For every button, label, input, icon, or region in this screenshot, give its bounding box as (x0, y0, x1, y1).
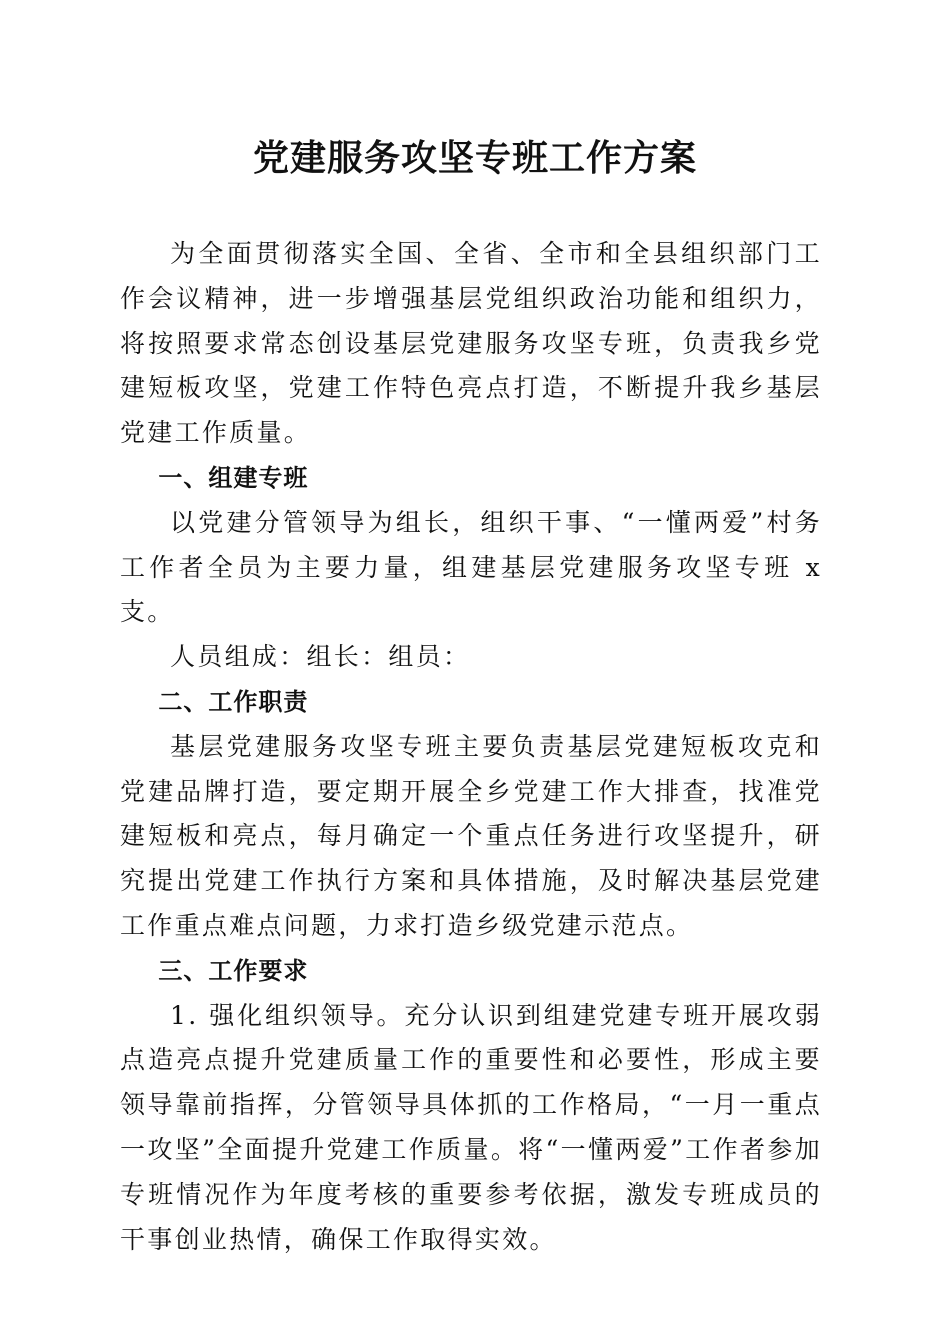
section-heading-requirements: 三、工作要求 (158, 956, 309, 985)
section-heading-form-team: 一、组建专班 (158, 463, 309, 492)
section-1-paragraph-1: 以党建分管领导为组长，组织干事、“一懂两爱”村务工作者全员为主要力量，组建基层党建服务攻坚专班 x 支。 (120, 507, 822, 627)
document-body (120, 232, 822, 1262)
section-heading-duties: 二、工作职责 (158, 687, 309, 716)
section-2-paragraph-1: 基层党建服务攻坚专班主要负责基层党建短板攻克和党建品牌打造，要定期开展全乡党建工作大排查，找准党建短板和亮点，每月确定一个重点任务进行攻坚提升，研究提出党建工作执行方案和具体措施，及时解决基层党建工作重点难点问题，力求打造乡级党建示范点。 (120, 731, 822, 940)
intro-paragraph: 为全面贯彻落实全国、全省、全市和全县组织部门工作会议精神，进一步增强基层党组织政治功能和组织力，将按照要求常态创设基层党建服务攻坚专班，负责我乡党建短板攻坚，党建工作特色亮点打造，不断提升我乡基层党建工作质量。 (120, 239, 822, 448)
section-3-paragraph-1: 1. 强化组织领导。充分认识到组建党建专班开展攻弱点造亮点提升党建质量工作的重要性和必要性，形成主要领导靠前指挥，分管领导具体抓的工作格局，“一月一重点一攻坚”全面提升党建工作质量。将“一懂两爱”工作者参加专班情况作为年度考核的重要参考依据，激发专班成员的干事创业热情，确保工作取得实效。 (120, 1000, 822, 1254)
section-1-paragraph-2: 人员组成：组长：组员： (170, 642, 471, 672)
document-title: 党建服务攻坚专班工作方案 (252, 137, 697, 179)
